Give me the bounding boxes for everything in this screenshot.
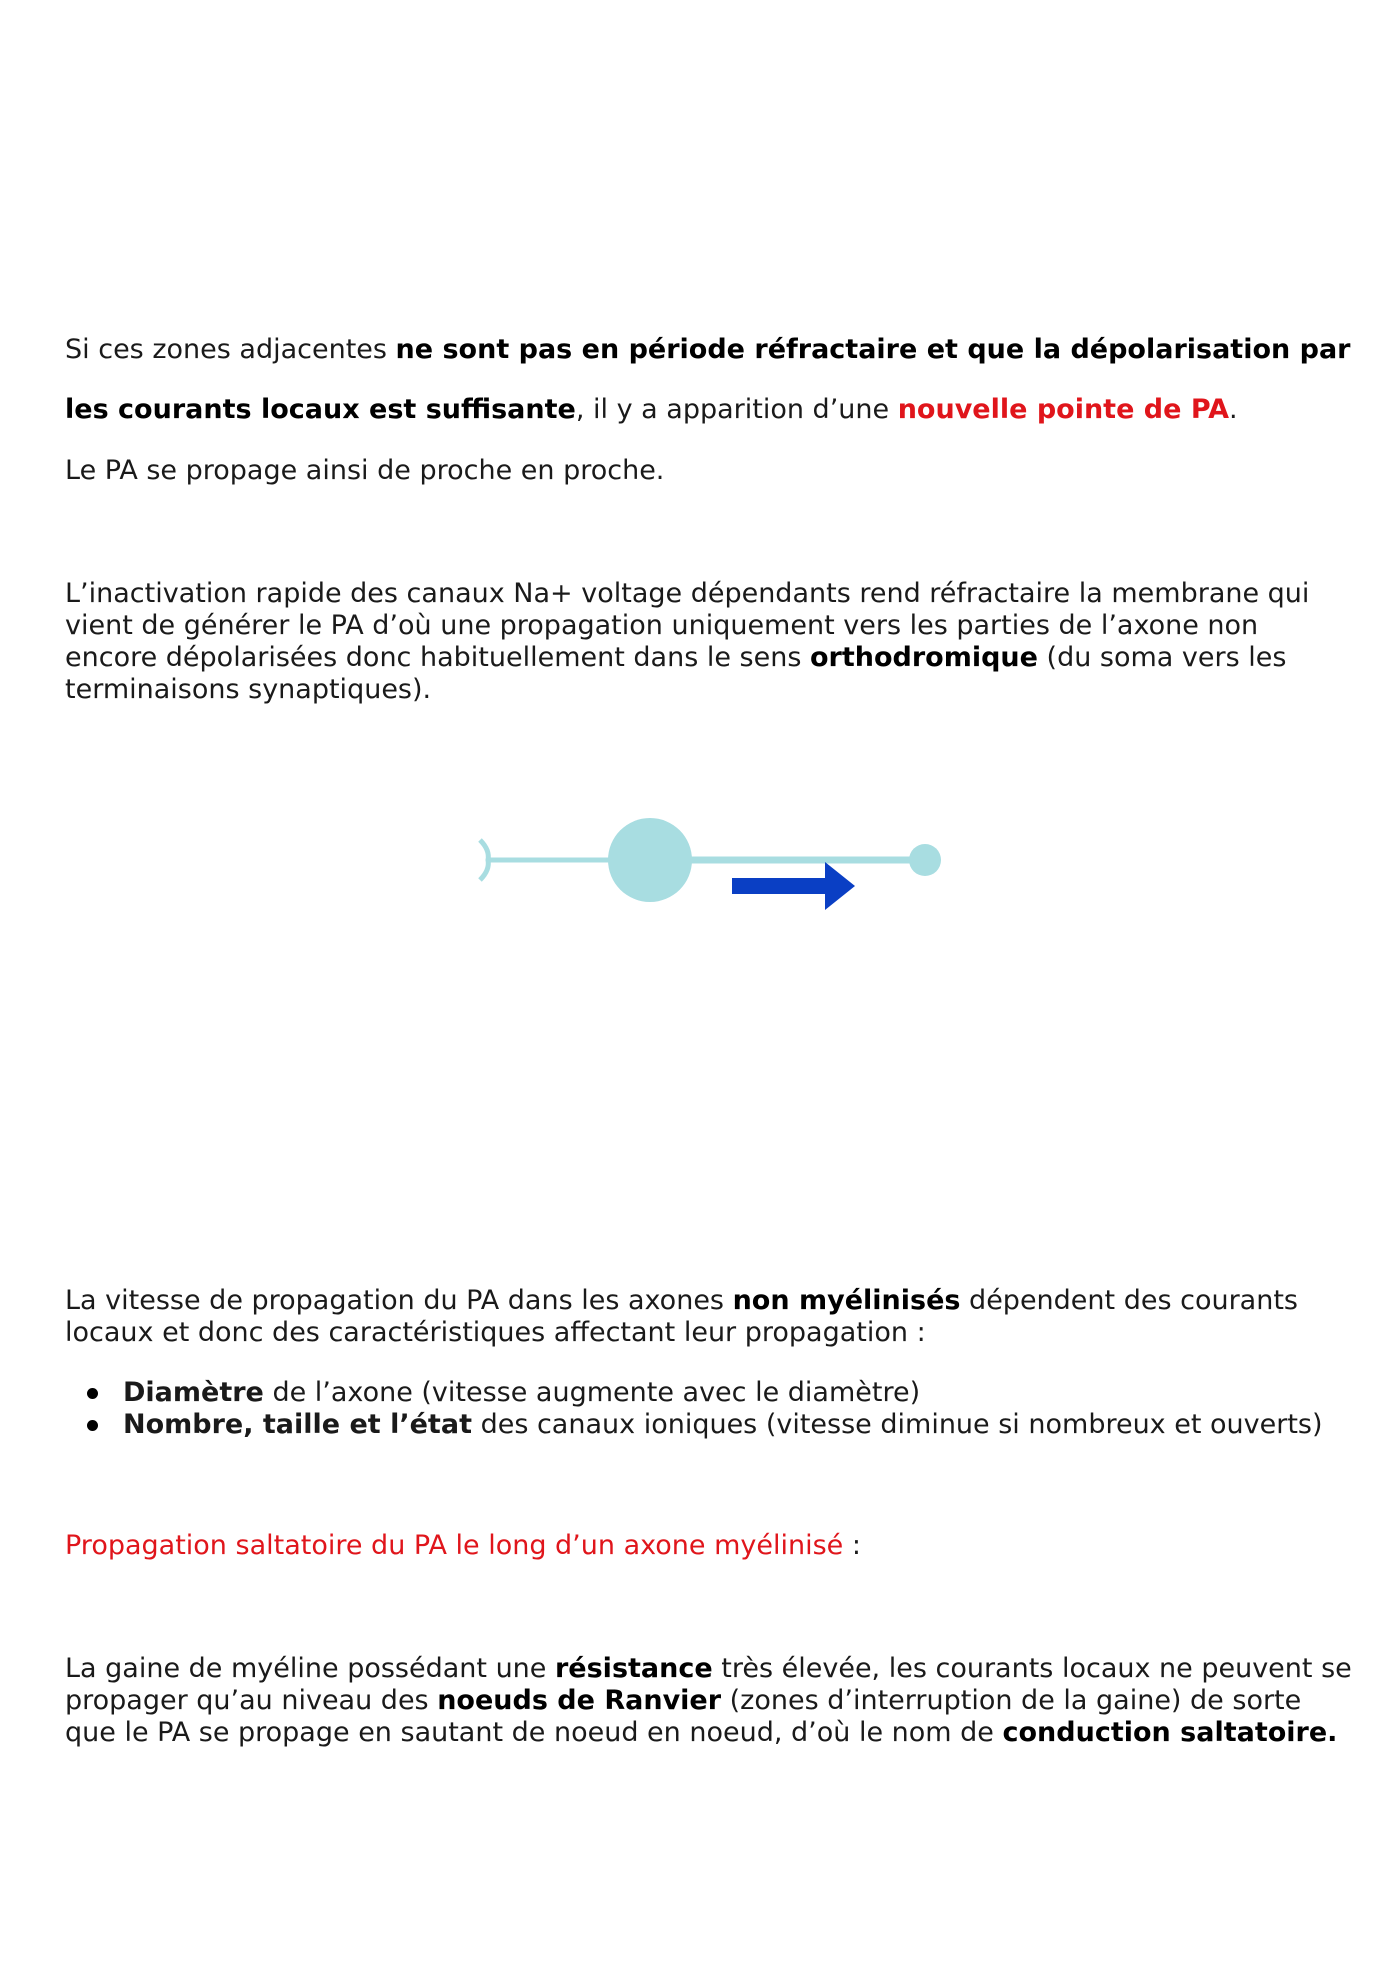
text-segment: très élevée, les courants locaux ne peuvent se propager qu’au niveau des [65, 1653, 1352, 1716]
text-segment: La gaine de myéline possédant une [65, 1653, 555, 1684]
speed-factors-list [85, 1377, 1375, 1441]
text-segment: (zones d’interruption de la gaine) de sorte que le PA se propage en sautant de noeud en noeud, d’où le nom de [65, 1685, 1302, 1748]
bold-text: orthodromique [809, 642, 1038, 673]
bold-text: Diamètre [123, 1377, 264, 1408]
heading-text: Propagation saltatoire du PA le long d’un axone myélinisé [65, 1530, 844, 1561]
text-segment: des canaux ioniques (vitesse diminue si nombreux et ouverts) [471, 1409, 1323, 1440]
paragraph-refractory-condition-continued [65, 394, 1355, 426]
text-segment: L’inactivation rapide des canaux Na+ voltage dépendants rend réfractaire la membrane qui vient de générer le PA d’où une propagation uniquement vers les parties de l’axone non encore dépolarisées donc habituellement dans le sens [65, 578, 1310, 673]
axon-terminal [909, 844, 941, 876]
bold-text: les courants locaux est suffisante [65, 394, 576, 425]
text-segment: , il y a apparition d’une [575, 394, 898, 425]
bold-text: ne sont pas en période réfractaire et que la dépolarisation par [395, 334, 1351, 365]
dendrite-terminal [480, 840, 488, 880]
neuron-propagation-diagram [470, 800, 950, 920]
text-segment: Si ces zones adjacentes [65, 334, 396, 365]
bullet-icon [87, 1420, 98, 1431]
paragraph-propagation: Le PA se propage ainsi de proche en proche. [65, 455, 665, 486]
paragraph-myelin [65, 1653, 1355, 1749]
list-item [85, 1377, 1375, 1409]
bold-text: noeuds de Ranvier [437, 1685, 722, 1716]
bullet-icon [87, 1388, 98, 1399]
text-segment: : [843, 1530, 861, 1561]
section-heading-saltatory [65, 1530, 1355, 1562]
arrow-icon [732, 862, 855, 910]
bold-text: conduction saltatoire. [1002, 1717, 1338, 1748]
text-segment: de l’axone (vitesse augmente avec le diamètre) [263, 1377, 921, 1408]
paragraph-inactivation [65, 578, 1355, 706]
highlight-text: nouvelle pointe de PA [897, 394, 1230, 425]
bold-text: non myélinisés [732, 1285, 961, 1316]
text-segment: . [1229, 394, 1238, 425]
text-segment: La vitesse de propagation du PA dans les axones [65, 1285, 733, 1316]
bold-text: Nombre, taille et l’état [123, 1409, 472, 1440]
paragraph-refractory-condition [65, 334, 1355, 366]
text-segment: (du soma vers les terminaisons synaptiques). [65, 642, 1287, 705]
list-item [85, 1409, 1375, 1441]
bold-text: résistance [554, 1653, 713, 1684]
text-segment: dépendent des courants locaux et donc des caractéristiques affectant leur propagation : [65, 1285, 1298, 1348]
soma [608, 818, 692, 902]
paragraph-speed [65, 1285, 1355, 1349]
